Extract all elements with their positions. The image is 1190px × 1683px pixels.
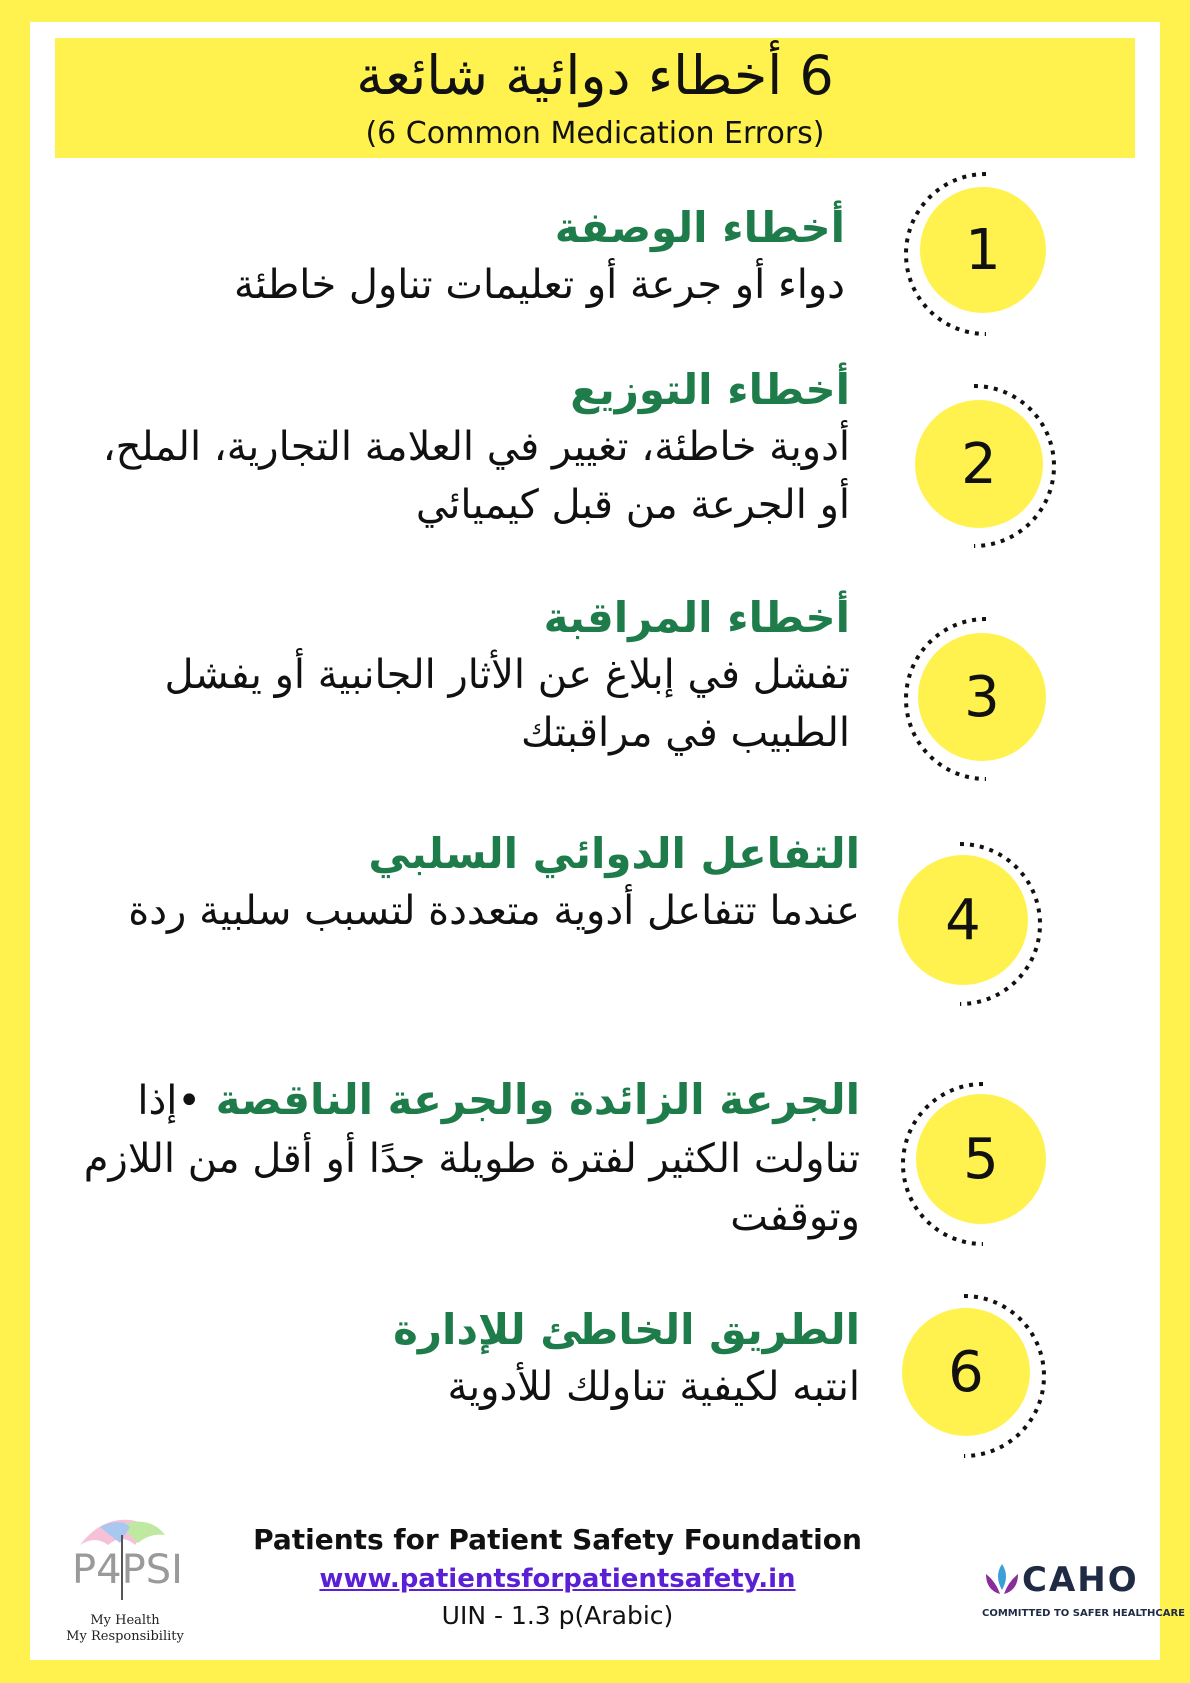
caho-logo (982, 1560, 1185, 1630)
item-2-number-badge: 2 (915, 400, 1043, 528)
item-2-title: أخطاء التوزيع (570, 365, 850, 414)
item-4-title: التفاعل الدوائي السلبي (368, 829, 860, 878)
item-1 (80, 200, 845, 314)
item-2 (80, 362, 850, 534)
item-1-number-badge: 1 (920, 187, 1046, 313)
item-2-desc: أدوية خاطئة، تغيير في العلامة التجارية، الملح، أو الجرعة من قبل كيميائي (102, 424, 850, 528)
caho-wordmark: CAHO (1022, 1560, 1139, 1600)
item-5-title: الجرعة الزائدة والجرعة الناقصة (215, 1075, 860, 1124)
caho-tagline: COMMITTED TO SAFER HEALTHCARE (982, 1608, 1185, 1619)
title-banner (55, 38, 1135, 158)
p4psi-wordmark: P4PSI (72, 1547, 183, 1593)
item-3-number-badge: 3 (918, 633, 1046, 761)
item-5-desc: تناولت الكثير لفترة طويلة جدًا أو أقل من اللازم وتوقفت (83, 1136, 860, 1240)
p4psi-logo (60, 1505, 190, 1645)
item-1-desc: دواء أو جرعة أو تعليمات تناول خاطئة (233, 262, 845, 308)
item-5-title-row (80, 1072, 860, 1130)
item-5-number-badge: 5 (916, 1094, 1046, 1224)
website-link[interactable]: www.patientsforpatientsafety.in (319, 1564, 796, 1594)
item-3-desc: تفشل في إبلاغ عن الأثار الجانبية أو يفشل الطبيب في مراقبتك (164, 652, 850, 756)
p4psi-tagline-2: My Responsibility (66, 1629, 184, 1644)
item-1-title: أخطاء الوصفة (554, 203, 845, 252)
item-4-desc: عندما تتفاعل أدوية متعددة لتسبب سلبية ردة (128, 888, 860, 934)
item-4 (80, 826, 860, 940)
item-6 (80, 1302, 860, 1416)
item-5-bullet-text: •إذا (137, 1078, 201, 1124)
item-6-number-badge: 6 (902, 1308, 1030, 1436)
caho-lotus-icon (982, 1560, 1022, 1604)
p4psi-tagline-1: My Health (90, 1613, 160, 1628)
item-5 (80, 1072, 860, 1246)
uin-label: UIN - 1.3 p(Arabic) (441, 1601, 674, 1630)
item-3 (80, 590, 850, 762)
page-subtitle: (6 Common Medication Errors) (365, 116, 825, 151)
item-4-number-badge: 4 (898, 855, 1028, 985)
foundation-name: Patients for Patient Safety Foundation (253, 1523, 862, 1556)
item-6-title: الطريق الخاطئ للإدارة (393, 1305, 860, 1354)
item-6-desc: انتبه لكيفية تناولك للأدوية (447, 1364, 860, 1410)
item-3-title: أخطاء المراقبة (543, 593, 850, 642)
page-title: 6 أخطاء دوائية شائعة (356, 44, 834, 107)
